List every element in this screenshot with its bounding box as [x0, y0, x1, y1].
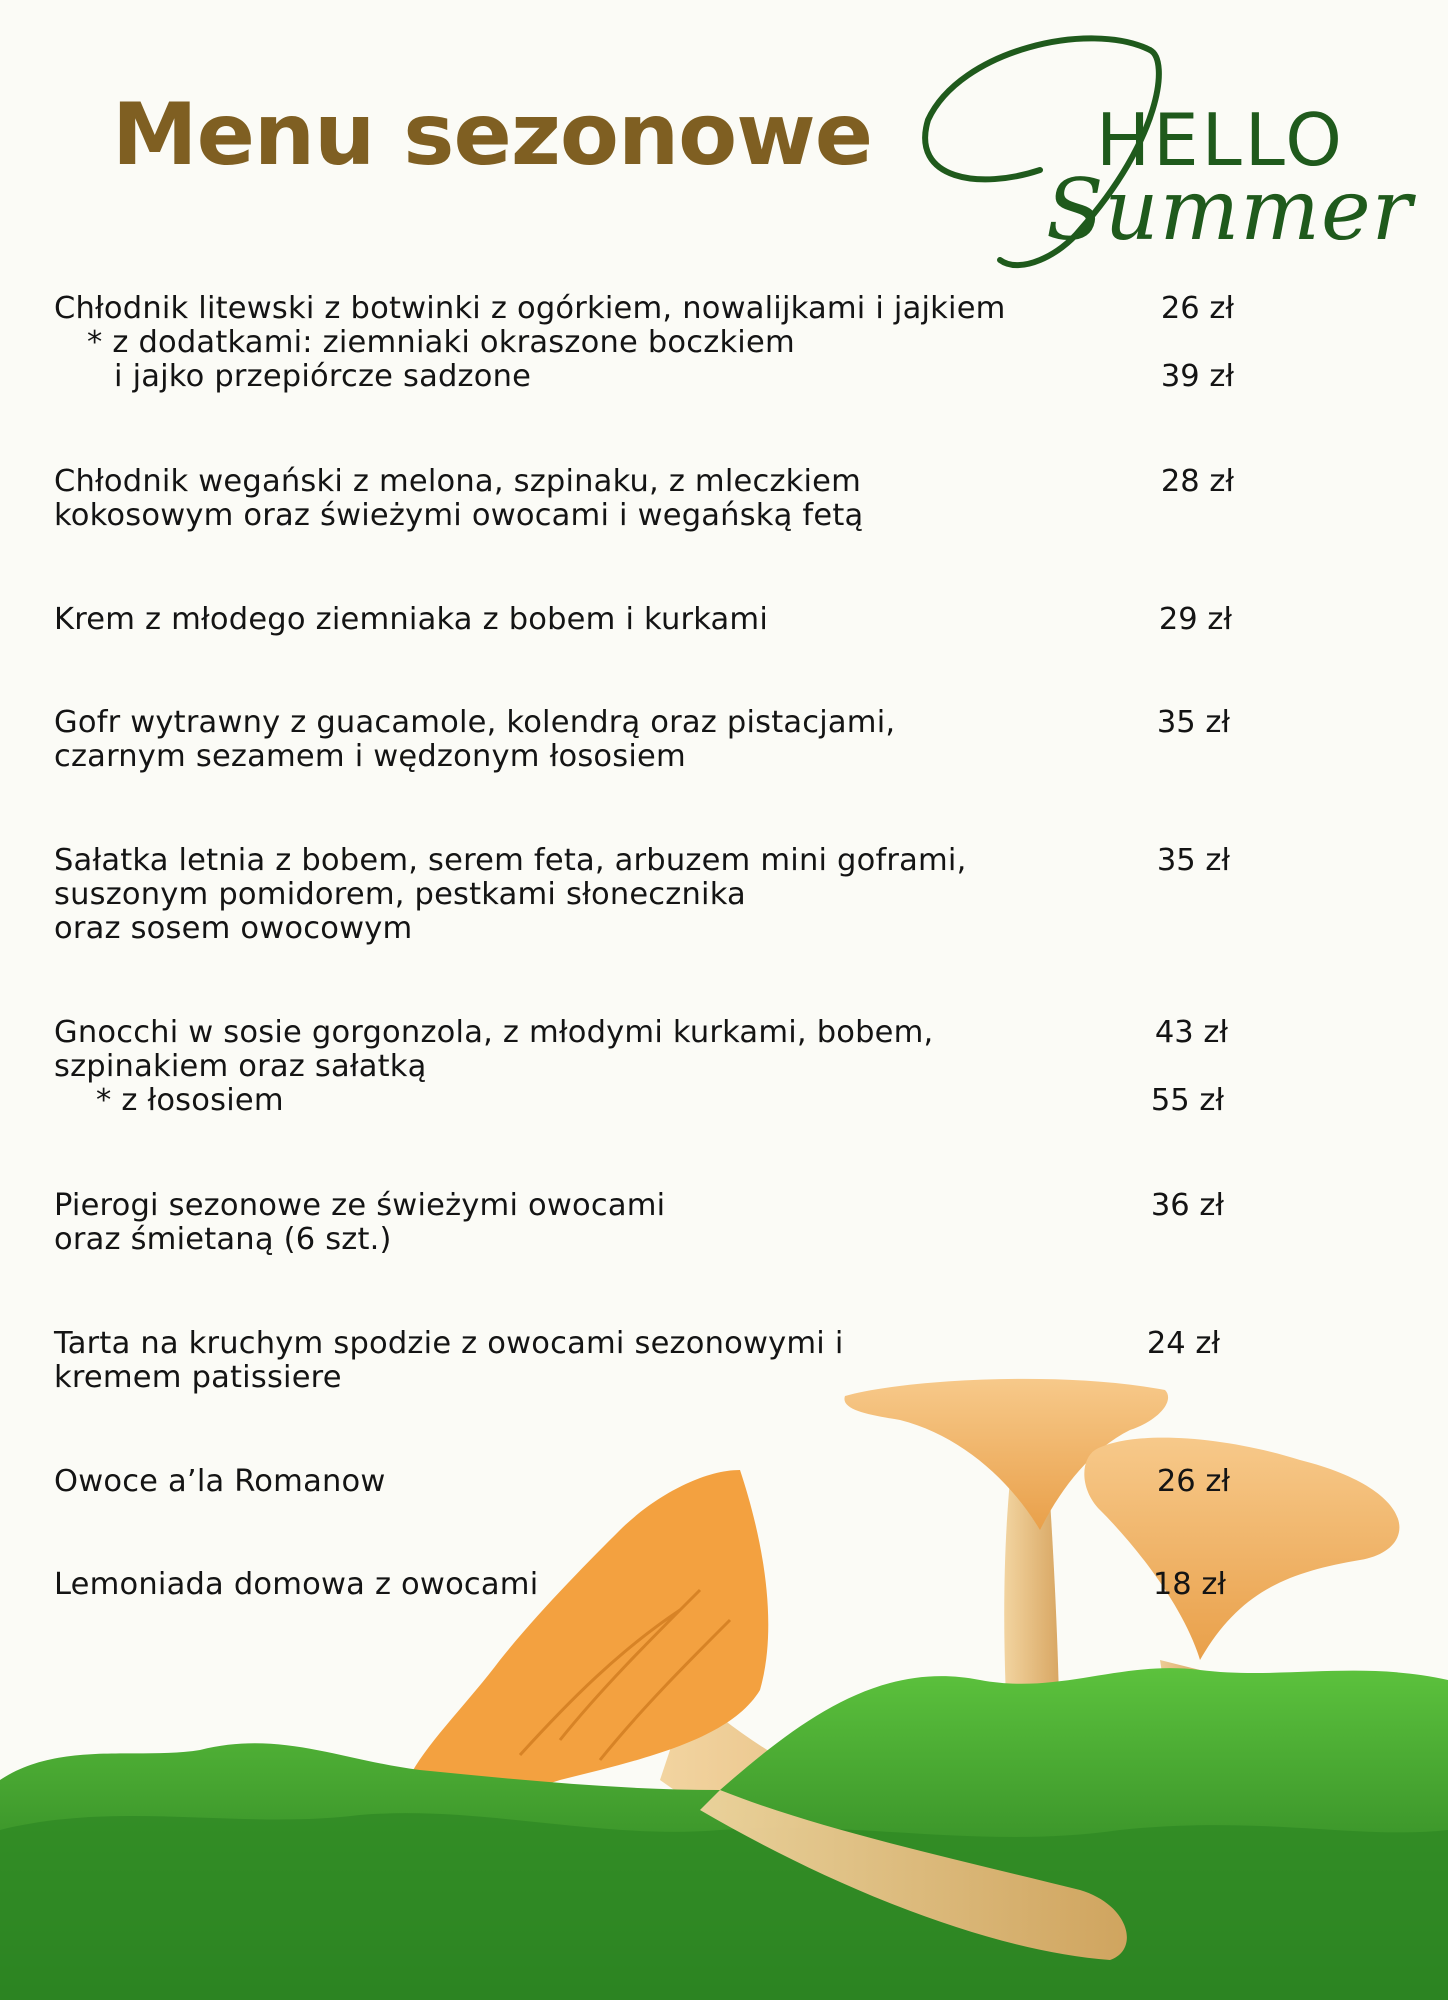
hello-text: HELLO	[1096, 98, 1345, 182]
menu-item-line: suszonym pomidorem, pestkami słonecznika	[54, 877, 746, 912]
menu-item-price: 26 zł	[1160, 291, 1234, 326]
menu-item	[54, 1568, 1234, 1602]
menu-item-line: i jajko przepiórcze sadzone	[114, 359, 532, 394]
menu-item	[54, 844, 1234, 946]
menu-item-price: 24 zł	[1146, 1326, 1220, 1361]
menu-item-line: Gofr wytrawny z guacamole, kolendrą oraz pistacjami,	[54, 705, 896, 740]
menu-item-line: Sałatka letnia z bobem, serem feta, arbuzem mini goframi,	[54, 843, 967, 878]
menu-item	[54, 1465, 1234, 1499]
menu-item-line: * z dodatkami: ziemniaki okraszone boczkiem	[87, 325, 795, 360]
menu-item-price: 29 zł	[1158, 602, 1232, 637]
menu-item	[54, 603, 1234, 637]
menu-item-line: Lemoniada domowa z owocami	[54, 1567, 539, 1602]
menu-item-price: 35 zł	[1156, 705, 1230, 740]
menu-item	[54, 1189, 1234, 1257]
menu-item-line: kremem patissiere	[54, 1360, 342, 1395]
menu-item-price: 18 zł	[1152, 1567, 1226, 1602]
menu-item-price: 36 zł	[1150, 1188, 1224, 1223]
menu-item-line: Tarta na kruchym spodzie z owocami sezonowymi i	[54, 1326, 844, 1361]
menu-item	[54, 465, 1234, 533]
mushroom-moss-icon	[0, 1360, 1448, 2000]
menu-item-line: Chłodnik litewski z botwinki z ogórkiem, nowalijkami i jajkiem	[54, 291, 1006, 326]
menu-item-line: szpinakiem oraz sałatką	[54, 1049, 427, 1084]
menu-item	[54, 1016, 1234, 1118]
menu-item	[54, 292, 1234, 394]
menu-item-line: oraz sosem owocowym	[54, 911, 413, 946]
menu-item-line: Pierogi sezonowe ze świeżymi owocami	[54, 1188, 666, 1223]
menu-item-line: oraz śmietaną (6 szt.)	[54, 1222, 392, 1257]
menu-item-line: Chłodnik wegański z melona, szpinaku, z mleczkiem	[54, 464, 862, 499]
menu-item-price: 28 zł	[1160, 464, 1234, 499]
menu-item	[54, 706, 1234, 774]
menu-item-line: czarnym sezamem i wędzonym łososiem	[54, 739, 686, 774]
menu-item-line: * z łososiem	[96, 1083, 284, 1118]
menu-item-price: 39 zł	[1160, 359, 1234, 394]
menu-item-price: 26 zł	[1156, 1464, 1230, 1499]
menu-item-line: Owoce a’la Romanow	[54, 1464, 386, 1499]
menu-item-price: 55 zł	[1150, 1083, 1224, 1118]
menu-item-price: 43 zł	[1154, 1015, 1228, 1050]
summer-script-text: Summer	[1046, 161, 1413, 259]
menu-item-price: 35 zł	[1156, 843, 1230, 878]
page-title: Menu sezonowe	[112, 85, 873, 185]
menu-item-line: kokosowym oraz świeżymi owocami i wegańską fetą	[54, 498, 864, 533]
menu-item-line: Krem z młodego ziemniaka z bobem i kurkami	[54, 602, 769, 637]
menu-item-line: Gnocchi w sosie gorgonzola, z młodymi kurkami, bobem,	[54, 1015, 934, 1050]
